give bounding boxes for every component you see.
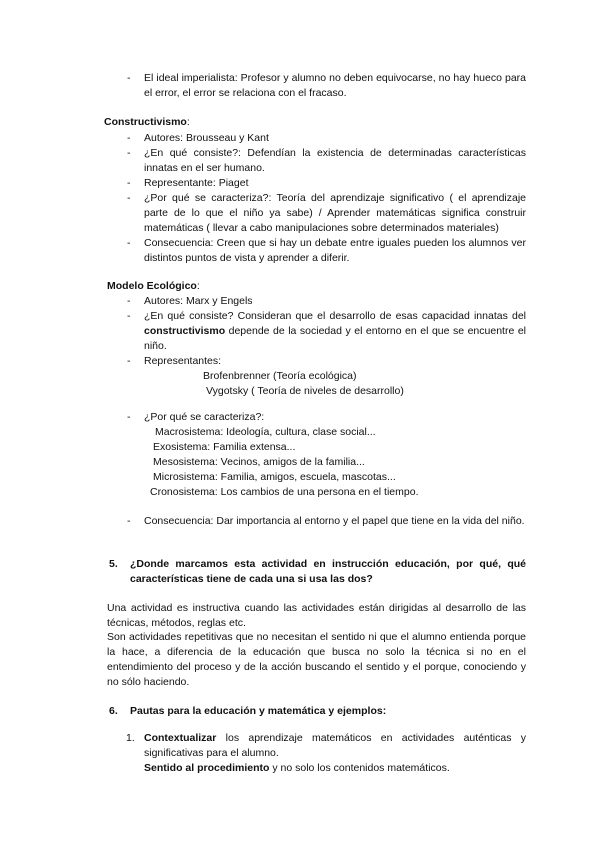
bullet-dash: - (127, 132, 131, 144)
section5-para1: Una actividad es instructiva cuando las actividades están dirigidas al desarrollo de las técnicas, métodos, reglas etc. (107, 602, 526, 629)
bullet-dash: - (127, 177, 131, 189)
bullet-dash: - (127, 72, 131, 84)
bullet-dash: - (127, 237, 131, 249)
caracteriza-label: ¿Por qué se caracteriza?: (144, 411, 265, 423)
section6-number: 6. (109, 705, 118, 717)
constructivismo-item: Consecuencia: Creen que si hay un debate entre iguales pueden los alumnos ver distintos puntos de vista y aprender a diferir. (144, 237, 526, 264)
section6-item1 (144, 731, 526, 761)
modelo-ecologico-heading (107, 279, 200, 294)
sentido-bold: Sentido al procedimiento (144, 762, 270, 774)
heading-colon: : (196, 280, 200, 292)
constructivismo-heading (104, 115, 190, 130)
bullet-dash: - (127, 515, 131, 527)
section6-title: Pautas para la educación y matemática y ejemplos: (130, 705, 387, 717)
constructivismo-item: Autores: Brousseau y Kant (144, 132, 269, 144)
constructivismo-item: Representante: Piaget (144, 177, 249, 189)
section5-para2: Son actividades repetitivas que no necesitan el sentido ni que el alumno entienda porque la hace, a diferencia de la educación que busca no solo la técnica si no en el entendimiento del proceso y de la acción buscando el sentido y el porque, conociendo y no sólo haciendo. (107, 631, 526, 688)
consiste-bold: constructivismo (144, 325, 226, 337)
bullet-dash: - (127, 192, 131, 204)
representante-item: Vygotsky ( Teoría de niveles de desarrollo) (206, 385, 404, 397)
bullet-dash: - (127, 147, 131, 159)
consiste-prefix: ¿En qué consiste? Consideran que el desarrollo de esas capacidad innatas del (144, 310, 526, 322)
section6-item1-number: 1. (126, 732, 135, 744)
imperialista-item: El ideal imperialista: Profesor y alumno no deben equivocarse, no hay hueco para el error, el error se relaciona con el fracaso. (144, 72, 526, 99)
sentido-text: y no solo los contenidos matemáticos. (269, 762, 450, 774)
constructivismo-item: ¿Por qué se caracteriza?: Teoría del aprendizaje significativo ( el aprendizaje parte de lo que el niño ya sabe) / Aprender matemáticas significa construir matemáticas ( llevar a cabo manipulaciones sobre determinados materiales) (144, 192, 526, 234)
contextualizar-text: los aprendizaje matemáticos en actividades auténticas y significativas para el alumno. (144, 732, 526, 759)
heading-colon: : (186, 116, 190, 128)
representantes-label: Representantes: (144, 355, 222, 367)
bullet-dash: - (127, 310, 131, 322)
sistema-item: Mesosistema: Vecinos, amigos de la familia... (153, 456, 365, 468)
modelo-authors: Autores: Marx y Engels (144, 295, 253, 307)
modelo-consecuencia: Consecuencia: Dar importancia al entorno y el papel que tiene en la vida del niño. (144, 515, 525, 527)
sistema-item: Exosistema: Familia extensa... (153, 441, 296, 453)
sistema-item: Microsistema: Familia, amigos, escuela, mascotas... (153, 471, 396, 483)
modelo-ecologico-heading-text: Modelo Ecológico (107, 280, 197, 292)
bullet-dash: - (127, 295, 131, 307)
constructivismo-item: ¿En qué consiste?: Defendían la existencia de determinadas características innatas en el ser humano. (144, 147, 526, 174)
bullet-dash: - (127, 355, 131, 367)
modelo-consiste (144, 309, 526, 354)
bullet-dash: - (127, 411, 131, 423)
section5-number: 5. (109, 558, 118, 570)
constructivismo-heading-text: Constructivismo (104, 116, 187, 128)
representante-item: Brofenbrenner (Teoría ecológica) (203, 370, 357, 382)
sistema-item: Cronosistema: Los cambios de una persona en el tiempo. (150, 486, 419, 498)
section5-title: ¿Donde marcamos esta actividad en instrucción educación, por qué, qué características tiene de cada una si usa las dos? (130, 558, 526, 585)
consiste-suffix: depende de la sociedad y el entorno en el que se encuentre el niño. (144, 325, 526, 352)
section6-item1-line2 (144, 761, 526, 776)
contextualizar-bold: Contextualizar (144, 732, 217, 744)
sistema-item: Macrosistema: Ideología, cultura, clase social... (155, 426, 376, 438)
